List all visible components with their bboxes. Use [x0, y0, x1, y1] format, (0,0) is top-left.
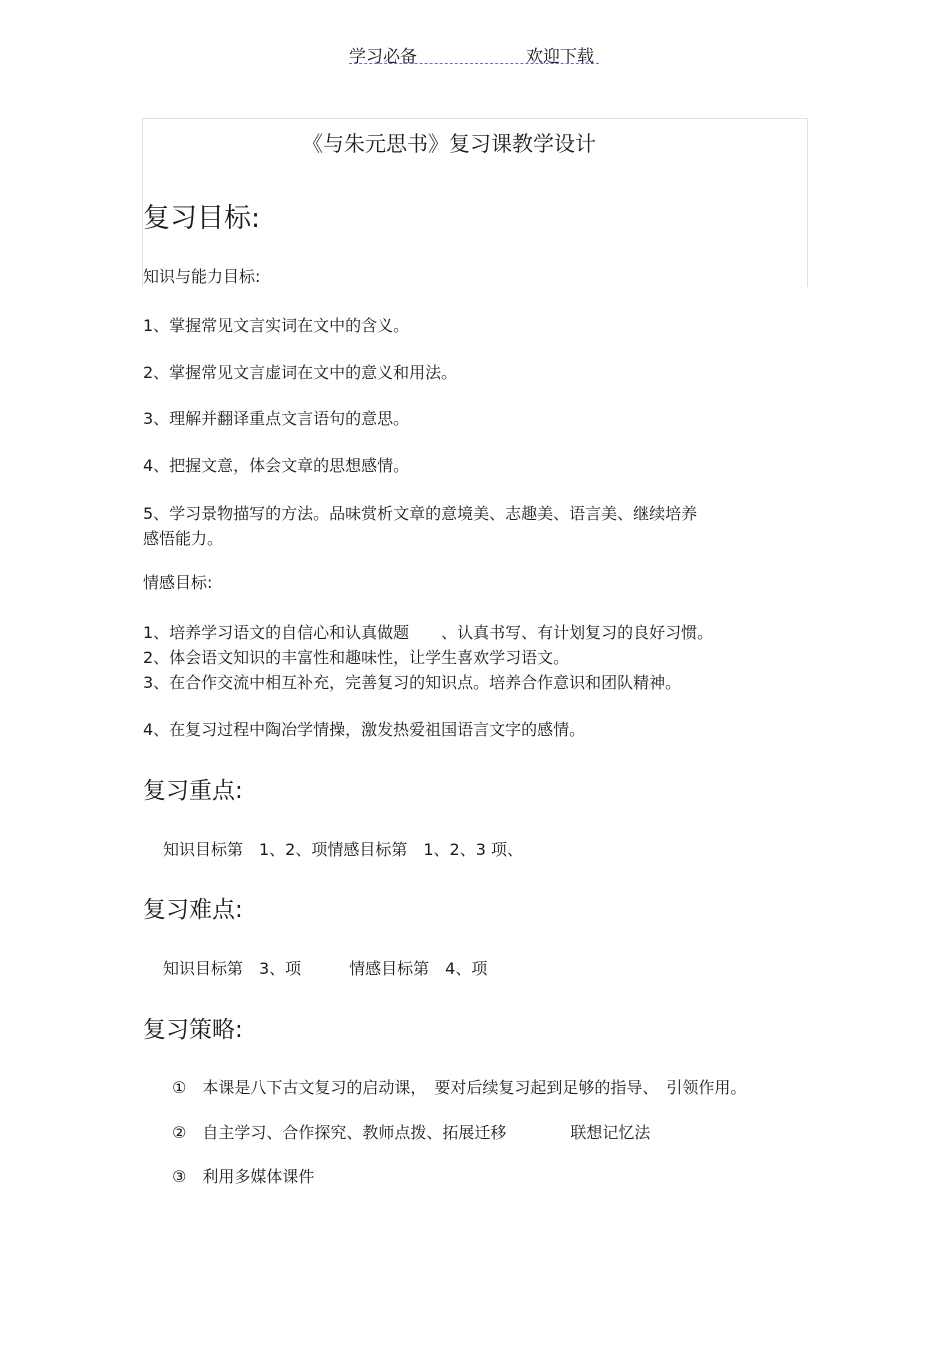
- strategy-item: ② 自主学习、合作探究、教师点拨、拓展迁移 联想记忆法: [172, 1123, 651, 1142]
- emotion-item: 4、在复习过程中陶冶学情操，激发热爱祖国语言文字的感情。: [143, 720, 586, 739]
- key-points-heading: 复习重点:: [143, 778, 243, 804]
- emotion-label: 情感目标:: [143, 573, 213, 592]
- knowledge-item: 5、学习景物描写的方法。品味赏析文章的意境美、志趣美、语言美、继续培养: [143, 504, 698, 523]
- objectives-heading: 复习目标:: [143, 203, 261, 234]
- strategy-item: ① 本课是八下古文复习的启动课， 要对后续复习起到足够的指导、 引领作用。: [172, 1078, 747, 1097]
- difficulties-text: 知识目标第 3、项 情感目标第 4、项: [163, 959, 488, 978]
- knowledge-label: 知识与能力目标:: [143, 267, 261, 286]
- knowledge-item: 1、掌握常见文言实词在文中的含义。: [143, 316, 410, 335]
- emotion-item: 1、培养学习语文的自信心和认真做题 、认真书写、有计划复习的良好习惯。: [143, 623, 714, 642]
- knowledge-item: 2、掌握常见文言虚词在文中的意义和用法。: [143, 363, 458, 382]
- header-left-text: 学习必备: [349, 47, 417, 67]
- strategy-heading: 复习策略:: [143, 1017, 243, 1043]
- emotion-item: 3、在合作交流中相互补充，完善复习的知识点。培养合作意识和团队精神。: [143, 673, 682, 692]
- header-right-text: 欢迎下载: [526, 47, 594, 67]
- key-points-text: 知识目标第 1、2、项情感目标第 1、2、3 项、: [163, 840, 523, 859]
- knowledge-item-continued: 感悟能力。: [143, 529, 224, 548]
- knowledge-item: 4、把握文意，体会文章的思想感情。: [143, 456, 410, 475]
- difficulties-heading: 复习难点:: [143, 897, 243, 923]
- knowledge-item: 3、理解并翻译重点文言语句的意思。: [143, 409, 410, 428]
- strategy-item: ③ 利用多媒体课件: [172, 1167, 315, 1186]
- emotion-item: 2、体会语文知识的丰富性和趣味性，让学生喜欢学习语文。: [143, 648, 570, 667]
- page-title: 《与朱元思书》复习课教学设计: [302, 132, 596, 156]
- header-divider: [349, 63, 599, 64]
